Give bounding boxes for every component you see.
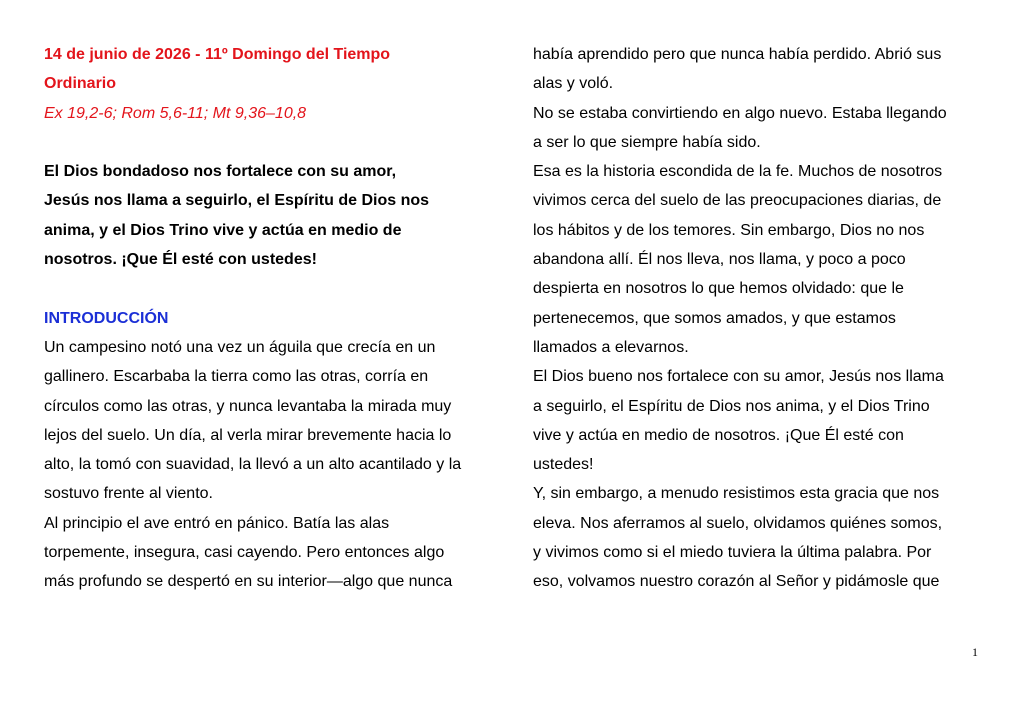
left-body-line: sostuvo frente al viento. [44, 485, 213, 503]
section-heading: INTRODUCCIÓN [44, 309, 169, 327]
right-body-line: pertenecemos, que somos amados, y que estamos [533, 309, 896, 327]
right-body-line: y vivimos como si el miedo tuviera la última palabra. Por [533, 544, 932, 562]
right-body-line: vive y actúa en medio de nosotros. ¡Que Él esté con [533, 426, 904, 444]
right-body-line: despierta en nosotros lo que hemos olvidado: que le [533, 280, 904, 298]
left-body-line: más profundo se despertó en su interior—algo que nunca [44, 573, 453, 591]
greeting-line-2: Jesús nos llama a seguirlo, el Espíritu de Dios nos [44, 192, 430, 210]
right-body-line: Esa es la historia escondida de la fe. Muchos de nosotros [533, 163, 943, 181]
page-number: 1 [972, 645, 978, 659]
left-body-line: alto, la tomó con suavidad, la llevó a un alto acantilado y la [44, 456, 462, 474]
left-column [44, 40, 494, 597]
left-body-line: lejos del suelo. Un día, al verla mirar brevemente hacia lo [44, 426, 452, 444]
right-body-line: No se estaba convirtiendo en algo nuevo. Estaba llegando [533, 104, 947, 122]
right-body-line: eleva. Nos aferramos al suelo, olvidamos quiénes somos, [533, 514, 943, 532]
greeting-line-1: El Dios bondadoso nos fortalece con su amor, [44, 163, 397, 181]
left-body-line: torpemente, insegura, casi cayendo. Pero entonces algo [44, 544, 445, 562]
right-body-line: alas y voló. [533, 75, 614, 93]
left-body-line: círculos como las otras, y nunca levantaba la mirada muy [44, 397, 452, 415]
readings-reference: Ex 19,2-6; Rom 5,6-11; Mt 9,36–10,8 [44, 104, 307, 122]
left-body-line: gallinero. Escarbaba la tierra como las otras, corría en [44, 368, 429, 386]
spacer [44, 128, 494, 157]
date-title-line-1: 14 de junio de 2026 - 11º Domingo del Tiempo [44, 46, 391, 63]
right-body-line: vivimos cerca del suelo de las preocupaciones diarias, de [533, 192, 942, 210]
right-body-line: abandona allí. Él nos lleva, nos llama, y poco a poco [533, 251, 906, 269]
left-body-line: Un campesino notó una vez un águila que crecía en un [44, 338, 436, 356]
right-column [533, 40, 978, 597]
right-body-line: El Dios bueno nos fortalece con su amor, Jesús nos llama [533, 368, 944, 386]
right-body-line: los hábitos y de los temores. Sin embargo, Dios no nos [533, 221, 925, 239]
spacer [44, 274, 494, 303]
greeting-line-4: nosotros. ¡Que Él esté con ustedes! [44, 251, 317, 269]
right-body-line: a ser lo que siempre había sido. [533, 133, 761, 151]
date-title-line-2: Ordinario [44, 75, 117, 93]
right-body-line: Y, sin embargo, a menudo resistimos esta gracia que nos [533, 485, 940, 503]
right-body-line: llamados a elevarnos. [533, 338, 689, 356]
right-body-line: había aprendido pero que nunca había perdido. Abrió sus [533, 46, 942, 63]
right-body-line: eso, volvamos nuestro corazón al Señor y pidámosle que [533, 573, 940, 591]
right-body-line: ustedes! [533, 456, 594, 474]
left-body-line: Al principio el ave entró en pánico. Batía las alas [44, 514, 390, 532]
greeting-line-3: anima, y el Dios Trino vive y actúa en medio de [44, 221, 402, 239]
right-body-line: a seguirlo, el Espíritu de Dios nos anima, y el Dios Trino [533, 397, 930, 415]
